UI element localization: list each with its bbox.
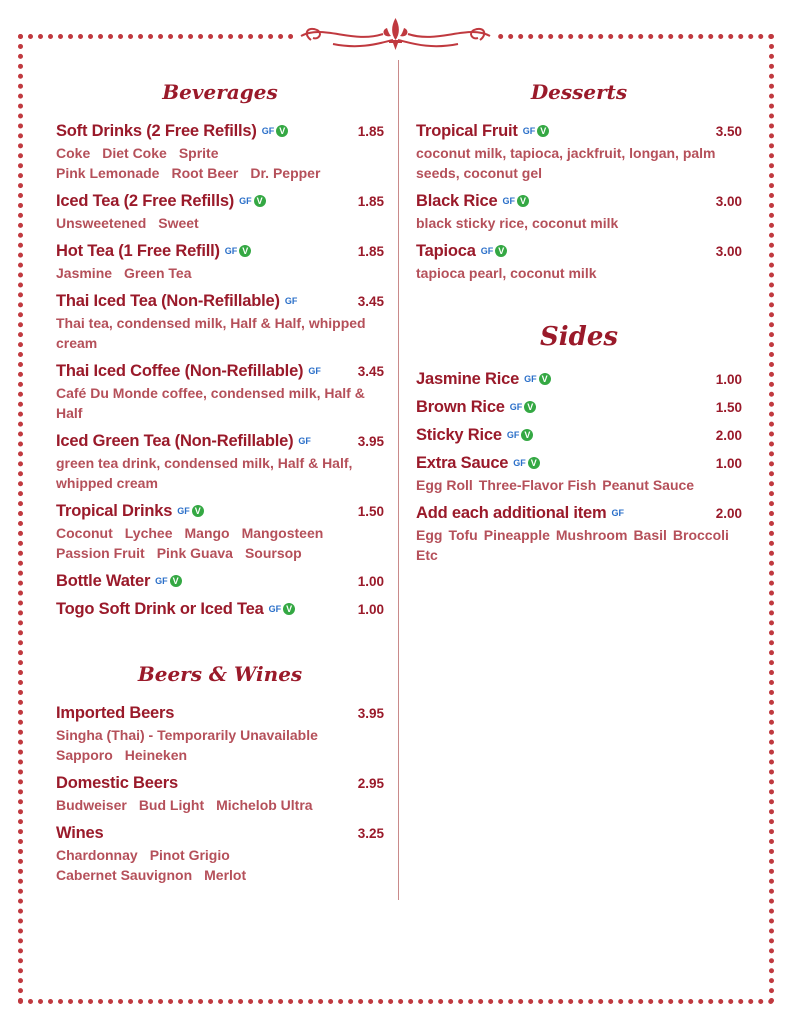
menu-item xyxy=(56,704,384,765)
menu-item-header xyxy=(416,398,742,417)
section-title-beers-wines: Beers & Wines xyxy=(137,662,303,686)
menu-option: Broccoli xyxy=(672,527,729,543)
menu-item xyxy=(56,432,384,493)
gluten-free-badge: GF xyxy=(268,604,282,614)
menu-item-title xyxy=(56,502,204,521)
menu-item xyxy=(416,504,742,565)
menu-item-title xyxy=(416,242,507,261)
menu-item-header xyxy=(416,192,742,211)
menu-item-options xyxy=(56,795,384,815)
menu-item-header xyxy=(56,572,384,591)
menu-option: Heineken xyxy=(124,747,188,763)
dietary-badges xyxy=(308,366,321,376)
dietary-badges xyxy=(269,603,296,615)
menu-item-title xyxy=(416,370,551,389)
dietary-badges xyxy=(285,296,298,306)
options-line xyxy=(416,545,742,565)
dietary-badges xyxy=(481,245,508,257)
vegetarian-icon: V xyxy=(537,125,549,137)
menu-item-options xyxy=(416,525,742,565)
menu-option: Pinot Grigio xyxy=(149,847,230,863)
menu-option: Chardonnay xyxy=(56,847,138,863)
dietary-badges xyxy=(507,429,534,441)
menu-option: Egg Roll xyxy=(416,477,473,493)
menu-item-options xyxy=(56,523,384,563)
vegetarian-icon: V xyxy=(517,195,529,207)
menu-item-name: Iced Tea (2 Free Refills) xyxy=(56,192,235,210)
vegetarian-icon: V xyxy=(539,373,551,385)
menu-item-header xyxy=(416,454,742,473)
beverages-list xyxy=(56,122,384,619)
menu-item-price: 1.50 xyxy=(715,400,742,415)
menu-item xyxy=(56,600,384,619)
menu-item-options xyxy=(56,845,384,885)
dietary-badges xyxy=(225,245,252,257)
gluten-free-badge: GF xyxy=(239,196,252,206)
options-line xyxy=(56,865,384,885)
menu-item-options xyxy=(416,475,742,495)
menu-item-options xyxy=(56,725,384,765)
menu-option: Pink Guava xyxy=(156,545,233,561)
menu-item-title xyxy=(56,242,251,261)
gluten-free-badge: GF xyxy=(298,436,311,446)
menu-item-price: 1.00 xyxy=(357,602,384,617)
menu-item-price: 3.00 xyxy=(715,244,742,259)
menu-item-description: Café Du Monde coffee, condensed milk, Half & Half xyxy=(56,385,365,421)
menu-item-price: 3.45 xyxy=(357,364,384,379)
menu-item xyxy=(56,502,384,563)
gluten-free-badge: GF xyxy=(480,246,494,256)
menu-item xyxy=(416,242,742,283)
menu-item-title xyxy=(56,774,178,793)
menu-option: Coconut xyxy=(56,525,113,541)
menu-item-title xyxy=(56,824,103,843)
menu-item-price: 3.25 xyxy=(357,826,384,841)
menu-item-title xyxy=(56,704,174,723)
menu-option: Lychee xyxy=(124,525,173,541)
gluten-free-badge: GF xyxy=(177,506,190,516)
menu-item-price: 1.00 xyxy=(357,574,384,589)
menu-item-price: 3.95 xyxy=(357,434,384,449)
gluten-free-badge: GF xyxy=(509,402,523,412)
menu-item-header xyxy=(56,292,384,311)
menu-item xyxy=(416,122,742,183)
menu-item-price: 1.85 xyxy=(357,124,384,139)
menu-item-header xyxy=(56,192,384,211)
vegetarian-icon: V xyxy=(192,505,204,517)
options-line xyxy=(56,163,384,183)
menu-option: Coke xyxy=(56,145,91,161)
menu-item-name: Tropical Fruit xyxy=(416,122,518,140)
gluten-free-badge: GF xyxy=(261,126,275,136)
options-line xyxy=(56,143,384,163)
menu-item-name: Brown Rice xyxy=(416,398,505,416)
vegetarian-icon: V xyxy=(528,457,540,469)
menu-option: Pineapple xyxy=(483,527,550,543)
menu-option: Three-Flavor Fish xyxy=(478,477,597,493)
menu-item-name: Add each additional item xyxy=(416,504,607,522)
menu-item xyxy=(56,572,384,591)
options-line xyxy=(56,263,384,283)
menu-item-name: Togo Soft Drink or Iced Tea xyxy=(56,600,264,618)
menu-option: Root Beer xyxy=(171,165,239,181)
menu-item-name: Sticky Rice xyxy=(416,426,502,444)
menu-option: Sapporo xyxy=(56,747,113,763)
menu-option: Etc xyxy=(416,547,438,563)
menu-item-header xyxy=(56,600,384,619)
menu-item-options xyxy=(56,143,384,183)
menu-item-description: green tea drink, condensed milk, Half & Half, whipped cream xyxy=(56,455,353,491)
desserts-list xyxy=(416,122,742,283)
menu-item-title xyxy=(56,192,266,211)
gluten-free-badge: GF xyxy=(513,458,526,468)
vegetarian-icon: V xyxy=(283,603,295,615)
menu-option: Pink Lemonade xyxy=(56,165,160,181)
options-line xyxy=(56,213,384,233)
options-line xyxy=(56,845,384,865)
menu-option: Mangosteen xyxy=(241,525,324,541)
menu-item-price: 1.50 xyxy=(357,504,384,519)
menu-item-header xyxy=(416,426,742,445)
menu-item-name: Thai Iced Coffee (Non-Refillable) xyxy=(56,362,304,380)
menu-option: Mango xyxy=(184,525,230,541)
menu-item-title xyxy=(56,122,288,141)
menu-option: Singha (Thai) - Temporarily Unavailable xyxy=(56,727,318,743)
menu-option: Merlot xyxy=(204,867,247,883)
dietary-badges xyxy=(177,505,204,517)
menu-item-options xyxy=(56,213,384,233)
menu-item-title xyxy=(416,426,533,445)
menu-item-header xyxy=(56,362,384,381)
menu-item xyxy=(56,292,384,353)
gluten-free-badge: GF xyxy=(611,508,624,518)
menu-item xyxy=(416,426,742,445)
dietary-badges xyxy=(513,457,540,469)
menu-item-price: 3.45 xyxy=(357,294,384,309)
menu-item-header xyxy=(56,824,384,843)
menu-item-name: Tapioca xyxy=(416,242,476,260)
menu-item-description: black sticky rice, coconut milk xyxy=(416,215,619,231)
scroll-ornament-icon xyxy=(293,14,498,54)
menu-item-header xyxy=(56,242,384,261)
menu-item-price: 3.00 xyxy=(715,194,742,209)
menu-item xyxy=(56,362,384,423)
left-column xyxy=(56,80,384,894)
menu-option: Peanut Sauce xyxy=(602,477,695,493)
gluten-free-badge: GF xyxy=(506,430,520,440)
menu-item-header xyxy=(56,432,384,451)
menu-item-header xyxy=(56,704,384,723)
menu-item-title xyxy=(416,122,549,141)
menu-item-header xyxy=(56,502,384,521)
menu-item-header xyxy=(416,504,742,523)
menu-item-price: 1.85 xyxy=(357,194,384,209)
menu-item-title xyxy=(56,362,321,381)
menu-item-description: Thai tea, condensed milk, Half & Half, whipped cream xyxy=(56,315,366,351)
dietary-badges xyxy=(298,436,311,446)
menu-option: Cabernet Sauvignon xyxy=(56,867,193,883)
dietary-badges xyxy=(239,195,266,207)
menu-item-title xyxy=(416,398,536,417)
menu-item-description: tapioca pearl, coconut milk xyxy=(416,265,597,281)
menu-item xyxy=(56,192,384,233)
menu-item-title xyxy=(416,454,540,473)
menu-option: Unsweetened xyxy=(56,215,147,231)
menu-item-name: Soft Drinks (2 Free Refills) xyxy=(56,122,257,140)
menu-item-price: 2.95 xyxy=(357,776,384,791)
menu-option: Basil xyxy=(633,527,667,543)
menu-item xyxy=(416,454,742,495)
menu-item-price: 2.00 xyxy=(715,428,742,443)
menu-item-header xyxy=(56,122,384,141)
vegetarian-icon: V xyxy=(254,195,266,207)
menu-option: Diet Coke xyxy=(102,145,167,161)
menu-item-title xyxy=(56,600,295,619)
menu-item-name: Black Rice xyxy=(416,192,498,210)
menu-option: Egg xyxy=(416,527,443,543)
menu-option: Budweiser xyxy=(56,797,127,813)
options-line xyxy=(416,475,742,495)
menu-option: Green Tea xyxy=(124,265,192,281)
gluten-free-badge: GF xyxy=(155,576,168,586)
menu-item-name: Hot Tea (1 Free Refill) xyxy=(56,242,220,260)
options-line xyxy=(56,725,384,745)
menu-item-name: Extra Sauce xyxy=(416,454,509,472)
menu-option: Sweet xyxy=(158,215,199,231)
dietary-badges xyxy=(155,575,182,587)
menu-item xyxy=(416,370,742,389)
gluten-free-badge: GF xyxy=(308,366,321,376)
gluten-free-badge: GF xyxy=(224,246,238,256)
menu-item-name: Tropical Drinks xyxy=(56,502,173,520)
menu-item-price: 2.00 xyxy=(715,506,742,521)
dietary-badges xyxy=(502,195,529,207)
dietary-badges xyxy=(611,508,624,518)
dietary-badges xyxy=(523,125,550,137)
menu-item xyxy=(56,774,384,815)
menu-item-title xyxy=(56,572,182,591)
menu-item-name: Iced Green Tea (Non-Refillable) xyxy=(56,432,294,450)
options-line xyxy=(56,543,384,563)
gluten-free-badge: GF xyxy=(284,296,298,306)
options-line xyxy=(416,525,742,545)
menu-item-description: coconut milk, tapioca, jackfruit, longan, palm seeds, coconut gel xyxy=(416,145,716,181)
menu-item xyxy=(56,824,384,885)
menu-item-price: 1.00 xyxy=(715,456,742,471)
menu-option: Jasmine xyxy=(56,265,113,281)
menu-option: Tofu xyxy=(448,527,478,543)
options-line xyxy=(56,745,384,765)
vegetarian-icon: V xyxy=(239,245,251,257)
menu-item-name: Jasmine Rice xyxy=(416,370,520,388)
menu-item-title xyxy=(416,504,624,523)
vegetarian-icon: V xyxy=(524,401,536,413)
menu-item-name: Wines xyxy=(56,824,104,842)
menu-option: Michelob Ultra xyxy=(216,797,313,813)
options-line xyxy=(56,795,384,815)
dietary-badges xyxy=(510,401,537,413)
dietary-badges xyxy=(524,373,551,385)
beers-wines-list xyxy=(56,704,384,885)
vegetarian-icon: V xyxy=(521,429,533,441)
menu-option: Soursop xyxy=(244,545,302,561)
dietary-badges xyxy=(262,125,289,137)
menu-item-title xyxy=(416,192,529,211)
menu-item-header xyxy=(416,122,742,141)
vegetarian-icon: V xyxy=(276,125,288,137)
section-title-desserts: Desserts xyxy=(530,80,628,104)
gluten-free-badge: GF xyxy=(524,374,537,384)
menu-item-header xyxy=(56,774,384,793)
menu-item-price: 1.00 xyxy=(715,372,742,387)
gluten-free-badge: GF xyxy=(522,126,536,136)
menu-item-name: Domestic Beers xyxy=(56,774,178,792)
menu-option: Sprite xyxy=(178,145,219,161)
sides-list xyxy=(416,370,742,565)
menu-option: Dr. Pepper xyxy=(250,165,321,181)
menu-item-options xyxy=(56,263,384,283)
section-title-beverages: Beverages xyxy=(162,80,278,104)
menu-item-header xyxy=(416,242,742,261)
menu-option: Bud Light xyxy=(138,797,205,813)
menu-item xyxy=(416,398,742,417)
menu-item xyxy=(416,192,742,233)
menu-item-title xyxy=(56,292,297,311)
menu-item-price: 1.85 xyxy=(357,244,384,259)
column-divider xyxy=(398,60,399,900)
menu-item-price: 3.50 xyxy=(715,124,742,139)
menu-item-price: 3.95 xyxy=(357,706,384,721)
menu-item-title xyxy=(56,432,311,451)
section-title-sides: Sides xyxy=(539,322,618,352)
vegetarian-icon: V xyxy=(170,575,182,587)
options-line xyxy=(56,523,384,543)
menu-item-name: Thai Iced Tea (Non-Refillable) xyxy=(56,292,280,310)
menu-option: Passion Fruit xyxy=(56,545,145,561)
vegetarian-icon: V xyxy=(495,245,507,257)
menu-item-name: Imported Beers xyxy=(56,704,175,722)
menu-item-name: Bottle Water xyxy=(56,572,151,590)
menu-item-header xyxy=(416,370,742,389)
gluten-free-badge: GF xyxy=(502,196,515,206)
right-column xyxy=(416,80,742,574)
menu-item xyxy=(56,122,384,183)
menu-option: Mushroom xyxy=(555,527,628,543)
menu-item xyxy=(56,242,384,283)
